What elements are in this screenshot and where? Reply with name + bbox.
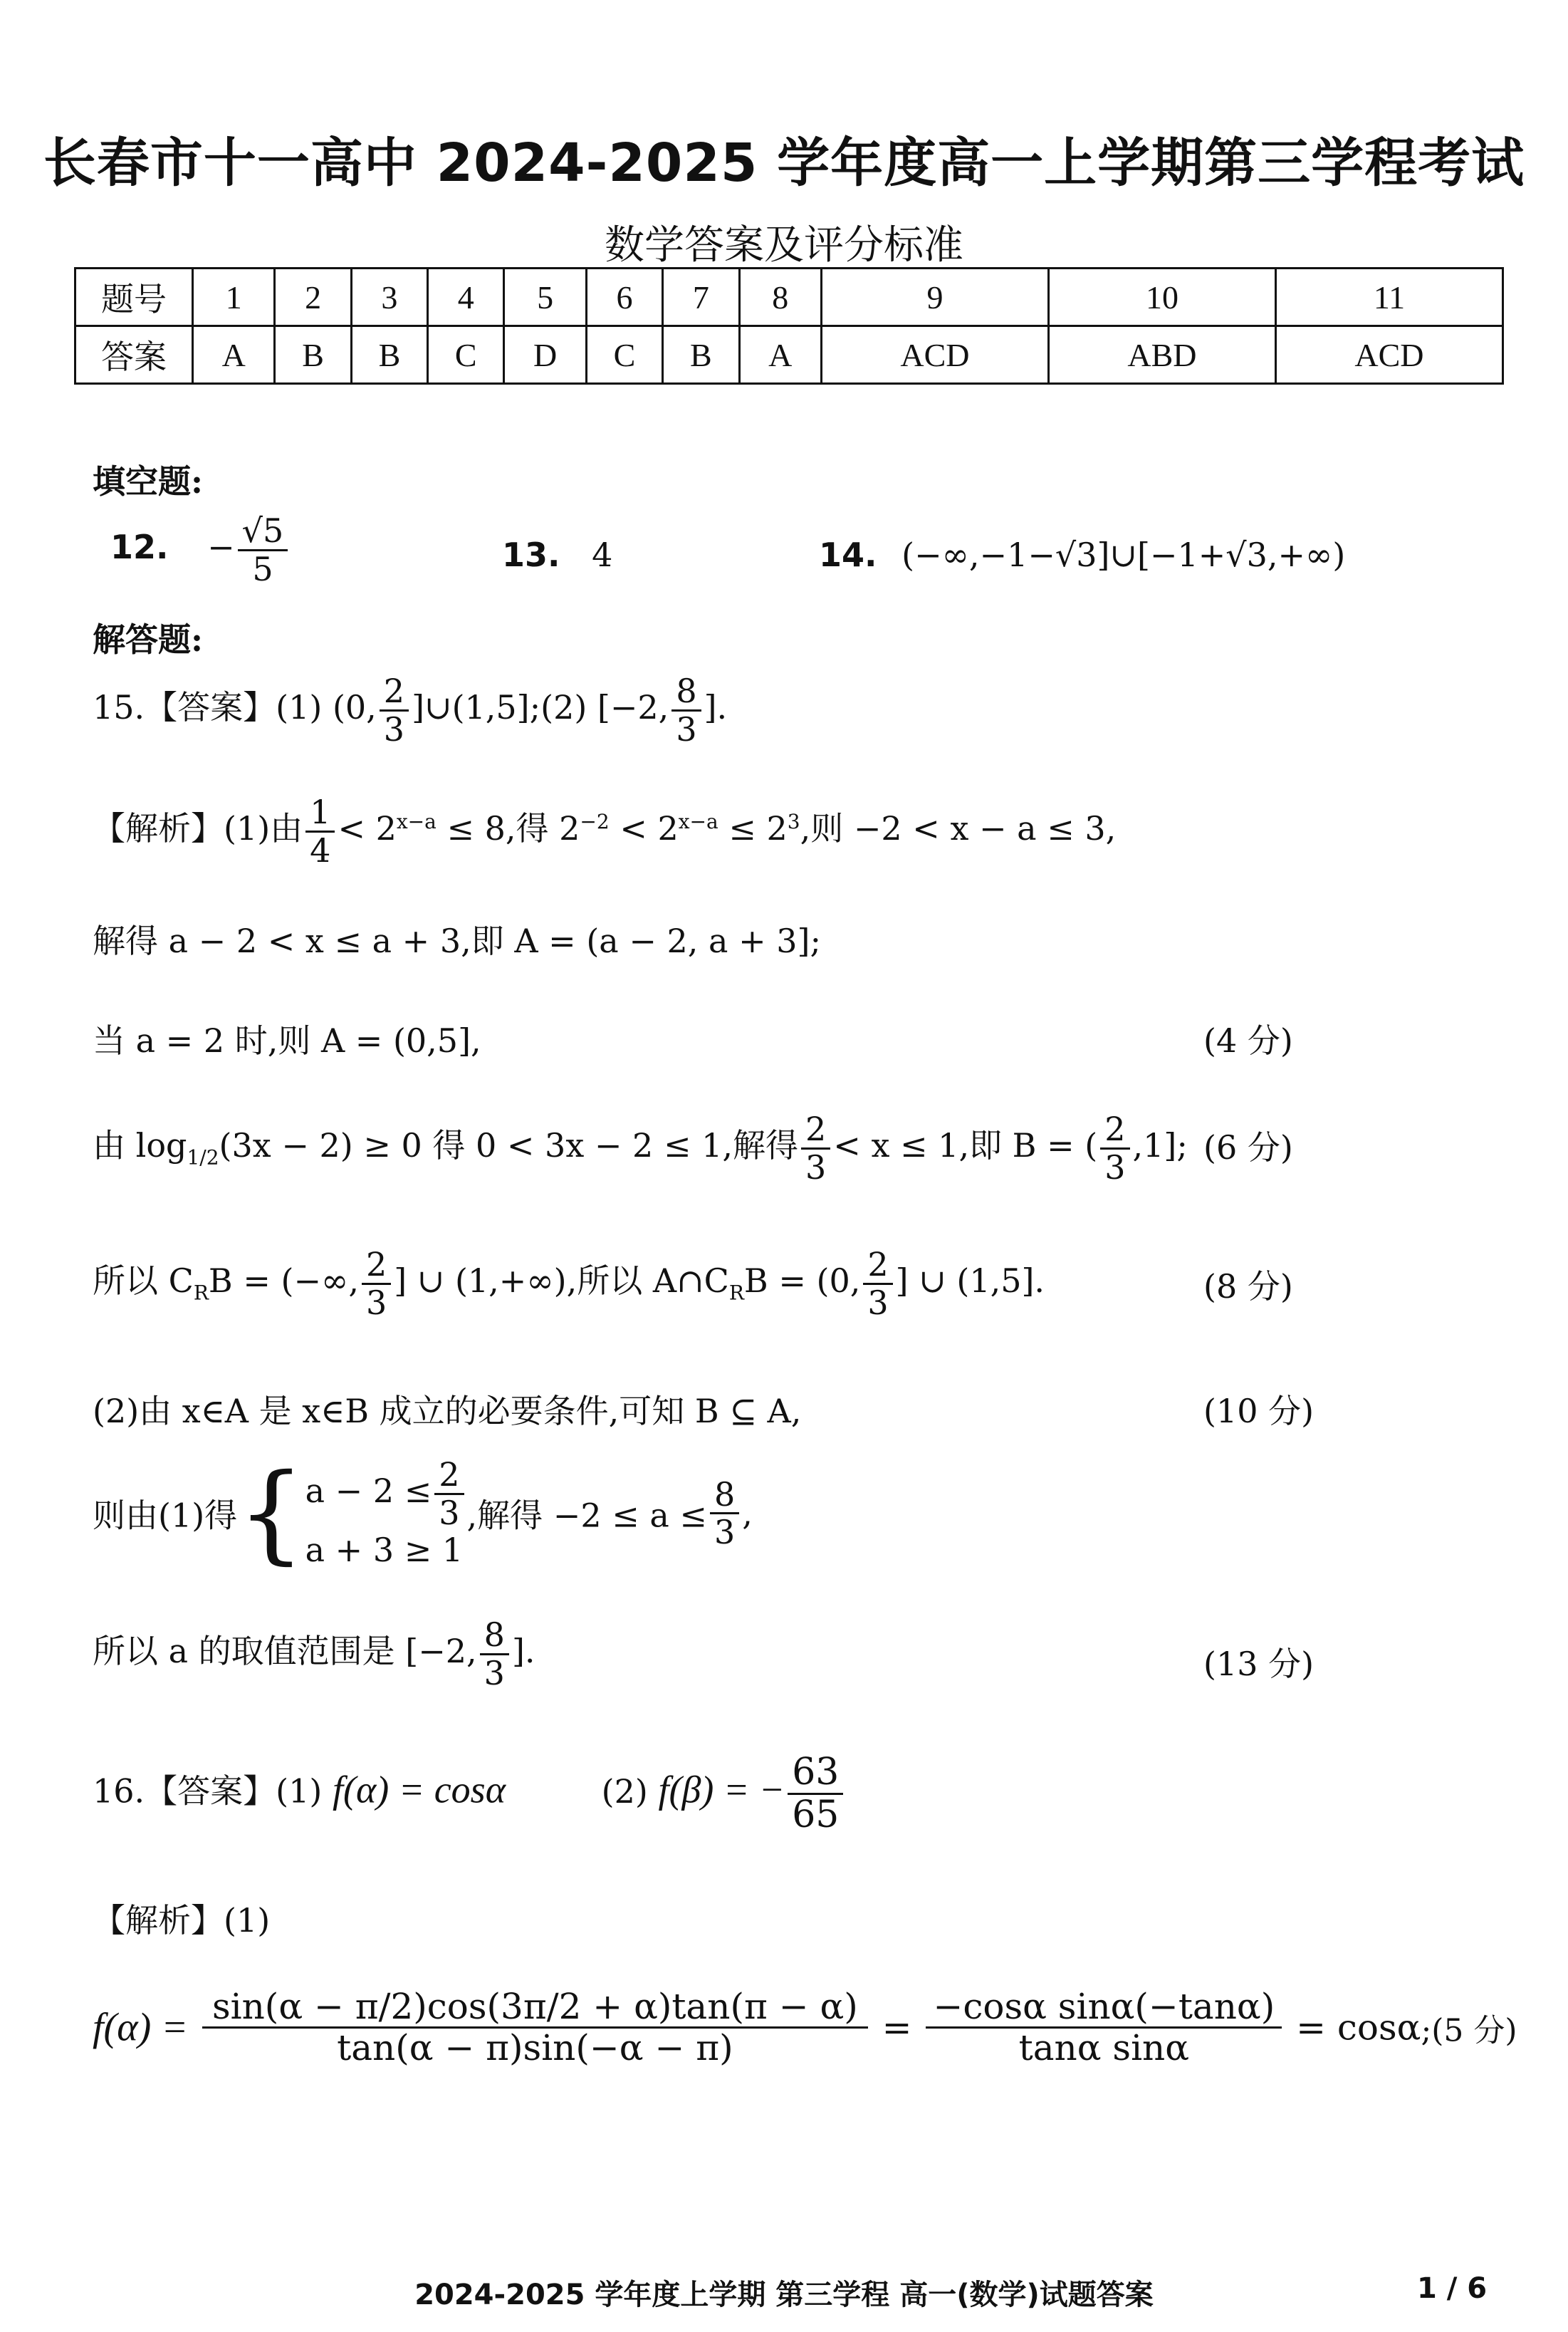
- left-brace-icon: {: [237, 1451, 305, 1576]
- q15-analysis-line-8: 所以 a 的取值范围是 [−2, $\frac{8}{3}$ ].: [93, 1615, 535, 1692]
- score-mark: (6 分): [1203, 1128, 1293, 1167]
- fraction: $\frac{2}{3}$: [863, 1246, 892, 1321]
- fraction: $\frac{\sin(\alpha - \pi/2)\cos(3\pi/2 + \alpha)\tan(\pi - \alpha)}{\tan(\alpha - \pi)\sin(-\alpha - \pi)}$: [202, 1987, 868, 2068]
- fraction: $\frac{8}{3}$: [671, 673, 701, 747]
- q13-answer: 4: [592, 536, 613, 574]
- q12-fraction: $\frac{√5}{5}$: [238, 513, 288, 587]
- q15-analysis-line-4: 由 $\log_{1/2}(3x - 2) \ge 0$ 得 0 < 3x − 2 ≤ 1,解得 $\frac{2}{3}$ < x ≤ 1,即 B = ( $\frac{2}{3}$ ,1];: [93, 1110, 1188, 1187]
- q16-analysis-label: 【解析】(1): [93, 1901, 271, 1940]
- score-mark: (4 分): [1203, 1021, 1293, 1060]
- q12: [110, 513, 291, 587]
- table-cell: 6: [586, 269, 662, 326]
- q15-analysis-line-7: 则由(1)得{ a − 2 ≤ $\frac{2}{3}$ a + 3 ≥ 1 ,解得 −2 ≤ a ≤ $\frac{8}{3}$ ,: [93, 1451, 753, 1576]
- q14-number: 14.: [819, 536, 877, 574]
- score-mark: (10 分): [1203, 1392, 1314, 1430]
- table-cell: B: [351, 326, 427, 384]
- table-cell: 5: [504, 269, 586, 326]
- q12-number: 12.: [110, 528, 169, 567]
- table-cell: 10: [1048, 269, 1275, 326]
- fraction: $\frac{63}{65}$: [788, 1752, 843, 1836]
- table-cell: 9: [821, 269, 1048, 326]
- score-mark: (8 分): [1203, 1267, 1293, 1306]
- q13: [502, 536, 612, 574]
- table-cell: A: [739, 326, 821, 384]
- fraction: $\frac{8}{3}$: [710, 1477, 739, 1551]
- table-cell: 11: [1275, 269, 1502, 326]
- page-title: 长春市十一高中 2024-2025 学年度高一上学期第三学程考试: [43, 132, 1525, 194]
- table-cell: B: [275, 326, 351, 384]
- table-cell: 8: [739, 269, 821, 326]
- inequality-system: a − 2 ≤ $\frac{2}{3}$ a + 3 ≥ 1: [305, 1455, 464, 1570]
- table-cell: D: [504, 326, 586, 384]
- answer-table: [74, 267, 1504, 385]
- fraction: $\frac{2}{3}$: [434, 1457, 464, 1531]
- q13-number: 13.: [502, 536, 560, 574]
- q16-answer-line: 16.【答案】(1) f(α) = cosα (2) f(β) = − $\frac{63}{65}$: [93, 1752, 846, 1836]
- table-cell: ACD: [821, 326, 1048, 384]
- page-footer: 2024-2025 学年度上学期 第三学程 高一(数学)试题答案: [414, 2279, 1154, 2311]
- fraction: $\frac{1}{4}$: [305, 794, 335, 868]
- fraction: $\frac{2}{3}$: [380, 673, 409, 747]
- table-row-answers: [75, 326, 1503, 384]
- q15-analysis-line-1: 【解析】(1)由 $\frac{1}{4}$ < $2^{x-a} \le 8$,得 $2^{-2} < 2^{x-a} \le 2^3$,则 −2 < x − a ≤ 3,: [93, 793, 1117, 870]
- q12-sign: −: [207, 528, 235, 567]
- q15-analysis-line-6: (2)由 x∈A 是 x∈B 成立的必要条件,可知 B ⊆ A,: [93, 1392, 802, 1430]
- table-row-numbers: [75, 269, 1503, 326]
- table-cell: C: [586, 326, 662, 384]
- row-label-answer: 答案: [75, 326, 193, 384]
- fraction: $\frac{\text{−cosα sinα(−tanα)}}{\text{tanα sinα}}$: [926, 1987, 1282, 2068]
- q15-analysis-line-3: 当 a = 2 时,则 A = (0,5],: [93, 1021, 481, 1060]
- row-label-number: 题号: [75, 269, 193, 326]
- q14: [819, 536, 1345, 574]
- score-mark: (13 分): [1203, 1645, 1314, 1683]
- q15-answer-line: 15.【答案】(1) (0, $\frac{2}{3}$ ]∪(1,5];(2) [−2, $\frac{8}{3}$ ].: [93, 672, 728, 749]
- table-cell: 7: [663, 269, 739, 326]
- table-cell: ACD: [1275, 326, 1502, 384]
- page-subtitle: 数学答案及评分标准: [605, 222, 963, 269]
- q15-analysis-line-2: 解得 a − 2 < x ≤ a + 3,即 A = (a − 2, a + 3];: [93, 922, 821, 960]
- q14-answer: (−∞,−1−√3]∪[−1+√3,+∞): [901, 536, 1346, 574]
- fraction: $\frac{2}{3}$: [801, 1111, 830, 1185]
- fraction: $\frac{8}{3}$: [480, 1617, 509, 1691]
- page-number: 1 / 6: [1417, 2272, 1488, 2305]
- table-cell: 4: [428, 269, 504, 326]
- table-cell: A: [193, 326, 275, 384]
- table-cell: 3: [351, 269, 427, 326]
- fraction: $\frac{2}{3}$: [1100, 1111, 1129, 1185]
- fraction: $\frac{2}{3}$: [362, 1246, 391, 1321]
- fill-in-heading: 填空题:: [93, 462, 203, 501]
- solutions-heading: 解答题:: [93, 620, 203, 659]
- table-cell: B: [663, 326, 739, 384]
- q15-analysis-line-5: 所以 $C_RB$ = (−∞, $\frac{2}{3}$ ] ∪ (1,+∞),所以 $A\cap C_RB = (0$, $\frac{2}{3}$ ] ∪ (1,5].: [93, 1245, 1045, 1322]
- table-cell: ABD: [1048, 326, 1275, 384]
- q16-derivation: f(α) = $\frac{\sin(\alpha - \pi/2)\cos(3\pi/2 + \alpha)\tan(\pi - \alpha)}{\tan(\alpha - \pi)\sin(-\alpha - \pi)}$ = $\frac{\text{−cosα sinα(−tanα)}}{\text{tanα sinα}}$ = cosα;(5 分): [93, 1986, 1517, 2068]
- table-cell: C: [428, 326, 504, 384]
- table-cell: 1: [193, 269, 275, 326]
- table-cell: 2: [275, 269, 351, 326]
